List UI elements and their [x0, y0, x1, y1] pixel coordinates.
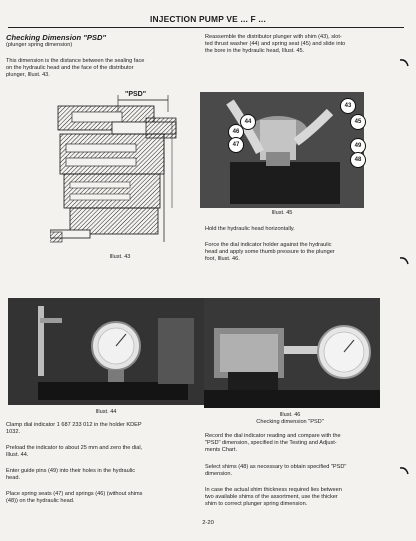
header-rule [8, 27, 404, 28]
preload-line: Illust. 44. [6, 452, 29, 459]
record-line: "PSD" dimension, specified in the Testing and Adjust- [205, 440, 337, 447]
callout-45: 45 [350, 114, 366, 130]
incase-line: shim to correct plunger spring dimension. [205, 501, 308, 508]
callout-49: 49 [350, 138, 366, 154]
intro-line: This dimension is the distance between the sealing face [6, 58, 145, 64]
in-case-paragraph [205, 487, 397, 509]
illustration-46-title: Illust. 46 [279, 412, 301, 418]
force-line: Force the dial indicator holder against the hydraulic [205, 242, 332, 248]
force-line: foot, Illust. 46. [205, 256, 240, 263]
reassemble-paragraph [205, 34, 397, 56]
section-heading [6, 33, 206, 49]
margin-hook-icon [398, 466, 410, 476]
illustration-46-subtitle: Checking dimension "PSD" [256, 419, 324, 425]
preload-paragraph [6, 445, 206, 459]
select-paragraph [205, 464, 397, 478]
reassemble-line: the bore in the hydraulic head, Illust. 45. [205, 48, 305, 55]
record-paragraph [205, 433, 397, 455]
callout-47: 47 [228, 137, 244, 153]
spring-seats-paragraph [6, 491, 206, 505]
guide-line: head. [6, 475, 20, 482]
margin-hook-icon [398, 256, 410, 266]
intro-paragraph [6, 58, 206, 80]
illustration-44-caption: Illust. 44 [95, 409, 117, 415]
hold-paragraph: Hold the hydraulic head horizontally. [205, 226, 295, 232]
clamp-line: Clamp dial indicator 1 687 233 012 in the holder KDEP [6, 422, 142, 428]
intro-line: on the hydraulic head and the face of the distributor [6, 65, 134, 72]
guide-pins-paragraph [6, 468, 206, 482]
section-title: Checking Dimension "PSD" [6, 33, 107, 42]
callout-48: 48 [350, 152, 366, 168]
psd-dimension-label: "PSD" [125, 91, 147, 98]
callout-43: 43 [340, 98, 356, 114]
guide-line: Enter guide pins (49) into their holes in the hydraulic [6, 468, 136, 474]
force-paragraph [205, 242, 397, 264]
reassemble-line: Reassemble the distributor plunger with shim (43), slot- [205, 34, 342, 40]
callout-44: 44 [240, 114, 256, 130]
preload-line: Preload the indicator to about 25 mm and zero the dial, [6, 445, 143, 451]
illustration-43-cross-section [50, 92, 190, 254]
force-line: head and apply some thumb pressure to the plunger [205, 249, 335, 256]
callout-46: 46 [228, 124, 244, 140]
illustration-45-graphic [200, 92, 364, 208]
place-line: (48)) on the hydraulic head. [6, 498, 75, 505]
illustration-46-caption [230, 412, 350, 426]
illustration-45-caption: Illust. 45 [271, 210, 293, 216]
place-line: Place spring seats (47) and springs (46) (without shims [6, 491, 143, 497]
intro-line: plunger, Illust. 43. [6, 72, 50, 79]
record-line: Record the dial indicator reading and compare with the [205, 433, 341, 439]
page-number: 2-20 [202, 520, 214, 526]
illustration-44-photo [8, 298, 204, 405]
illustration-46-photo [204, 298, 380, 408]
incase-line: two available shims of the assortment, use the thicker [205, 494, 338, 501]
incase-line: In case the actual shim thickness required lies between [205, 487, 342, 493]
record-line: ments Chart. [205, 447, 238, 454]
select-line: dimension. [205, 471, 233, 478]
margin-hook-icon [398, 58, 410, 68]
select-line: Select shims (48) as necessary to obtain specified "PSD" [205, 464, 347, 470]
clamp-paragraph [6, 422, 206, 436]
page-header: INJECTION PUMP VE ... F ... [149, 14, 266, 24]
reassemble-line: ted thrust washer (44) and spring seat (45) and slide into [205, 41, 346, 48]
clamp-line: 1032. [6, 429, 20, 436]
illustration-43-caption: Illust. 43 [109, 254, 131, 260]
illustration-45-photo [200, 92, 364, 208]
section-subtitle: (plunger spring dimension) [6, 42, 73, 48]
